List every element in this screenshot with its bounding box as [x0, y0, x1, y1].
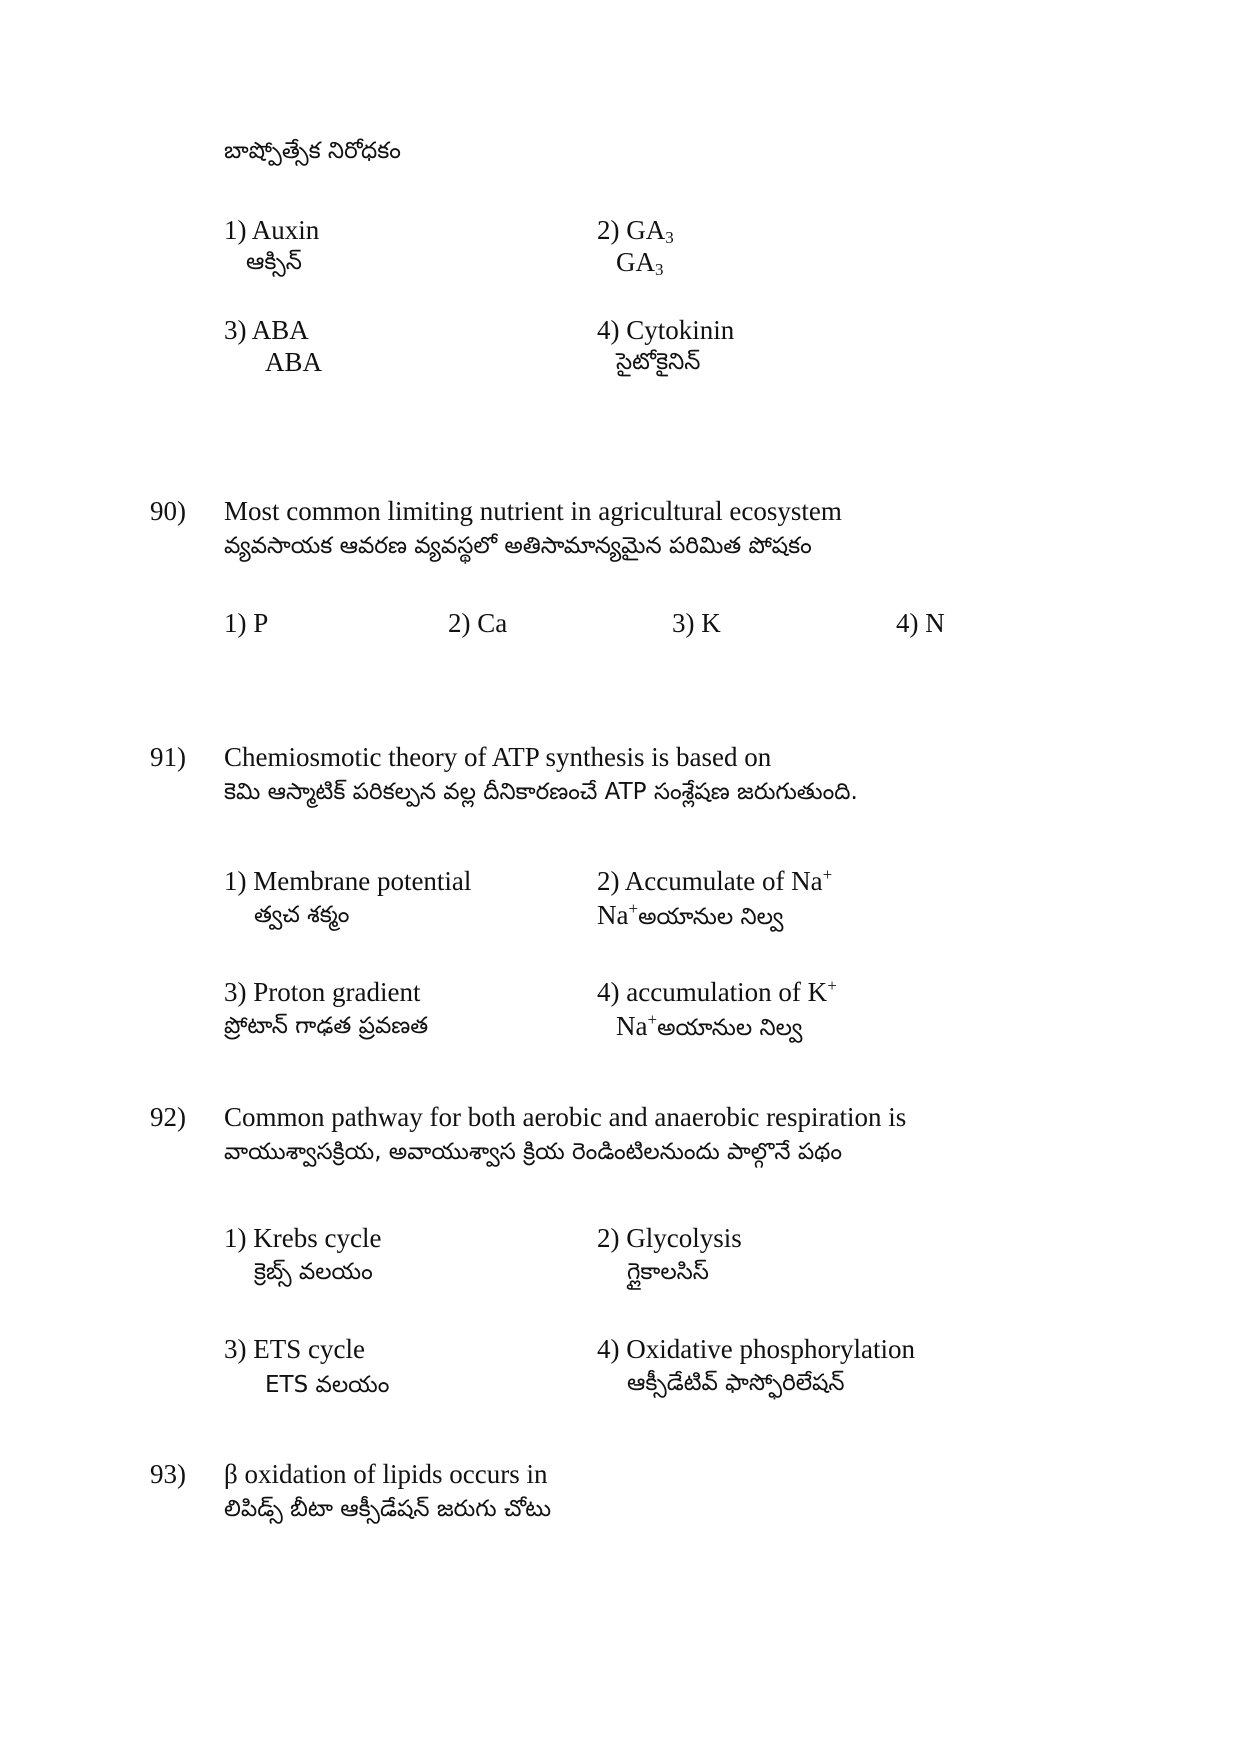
q91-option-2: 2) Accumulate of Na+	[597, 865, 833, 896]
q89-option-2: 2) $GA_3$	[597, 215, 674, 247]
q91-option-3: 3) Proton gradient	[224, 977, 421, 1007]
q92-option-2-telugu: గ్లైకాలసిస్	[627, 1259, 709, 1285]
q90-stem-telugu: వ్యవసాయక ఆవరణ వ్యవస్థలో అతిసామాన్యమైన పరిమిత పోషకం	[224, 533, 812, 559]
q90-option-3: 3) K	[672, 608, 721, 638]
q89-option-2-telugu: $GA_3$	[616, 247, 664, 279]
q92-option-1: 1) Krebs cycle	[224, 1223, 382, 1253]
q89-option-3-telugu: ABA	[265, 347, 323, 377]
q92-stem-telugu: వాయుశ్వాసక్రియ, అవాయుశ్వాస క్రియ రెండింటిలనుందు పాల్గొనే పథం	[224, 1139, 843, 1165]
q92-option-4-telugu: ఆక్సీడేటివ్ ఫాస్ఫోరిలేషన్	[627, 1370, 845, 1396]
q91-option-2-telugu: Na+అయానుల నిల్వ	[597, 899, 784, 930]
q93-number: 93)	[150, 1459, 186, 1489]
q89-stem-telugu: బాష్పోత్సేక నిరోధకం	[224, 138, 401, 164]
q91-stem-english: Chemiosmotic theory of ATP synthesis is based on	[224, 742, 772, 772]
q91-option-1: 1) Membrane potential	[224, 866, 472, 896]
q91-option-3-telugu: ప్రోటాన్ గాఢత ప్రవణత	[224, 1013, 429, 1039]
q92-stem-english: Common pathway for both aerobic and anaerobic respiration is	[224, 1102, 907, 1132]
q92-number: 92)	[150, 1102, 186, 1132]
q92-option-3: 3) ETS cycle	[224, 1334, 365, 1364]
q91-option-4: 4) accumulation of K+	[597, 976, 837, 1007]
q89-option-4-telugu: సైటోకైనిన్	[616, 349, 701, 375]
q90-stem-english: Most common limiting nutrient in agricultural ecosystem	[224, 496, 842, 526]
q89-option-1: 1) Auxin	[224, 215, 320, 245]
q91-option-1-telugu: త్వచ శక్మం	[254, 902, 350, 928]
q92-option-2: 2) Glycolysis	[597, 1223, 742, 1253]
q92-option-3-telugu: ETS వలయం	[265, 1372, 390, 1398]
q90-number: 90)	[150, 496, 186, 526]
q93-stem-telugu: లిపిడ్స్ బీటా ఆక్సీడేషన్ జరుగు చోటు	[224, 1496, 552, 1522]
q91-option-4-telugu: Na+అయానుల నిల్వ	[616, 1010, 803, 1041]
q92-option-4: 4) Oxidative phosphorylation	[597, 1334, 915, 1364]
q92-option-1-telugu: క్రెబ్స్ వలయం	[254, 1259, 373, 1285]
q90-option-1: 1) P	[224, 608, 269, 638]
q90-option-2: 2) Ca	[448, 608, 508, 638]
q93-stem-english: β oxidation of lipids occurs in	[224, 1459, 548, 1489]
q91-stem-telugu: కెమి ఆస్మాటిక్ పరికల్పన వల్ల దీనికారణంచే ATP సంశ్లేషణ జరుగుతుంది.	[224, 779, 858, 805]
q91-number: 91)	[150, 742, 186, 772]
q89-option-4: 4) Cytokinin	[597, 315, 735, 345]
q90-option-4: 4) N	[896, 608, 945, 638]
q89-option-3: 3) ABA	[224, 315, 309, 345]
q89-option-1-telugu: ఆక్సిన్	[246, 249, 302, 275]
